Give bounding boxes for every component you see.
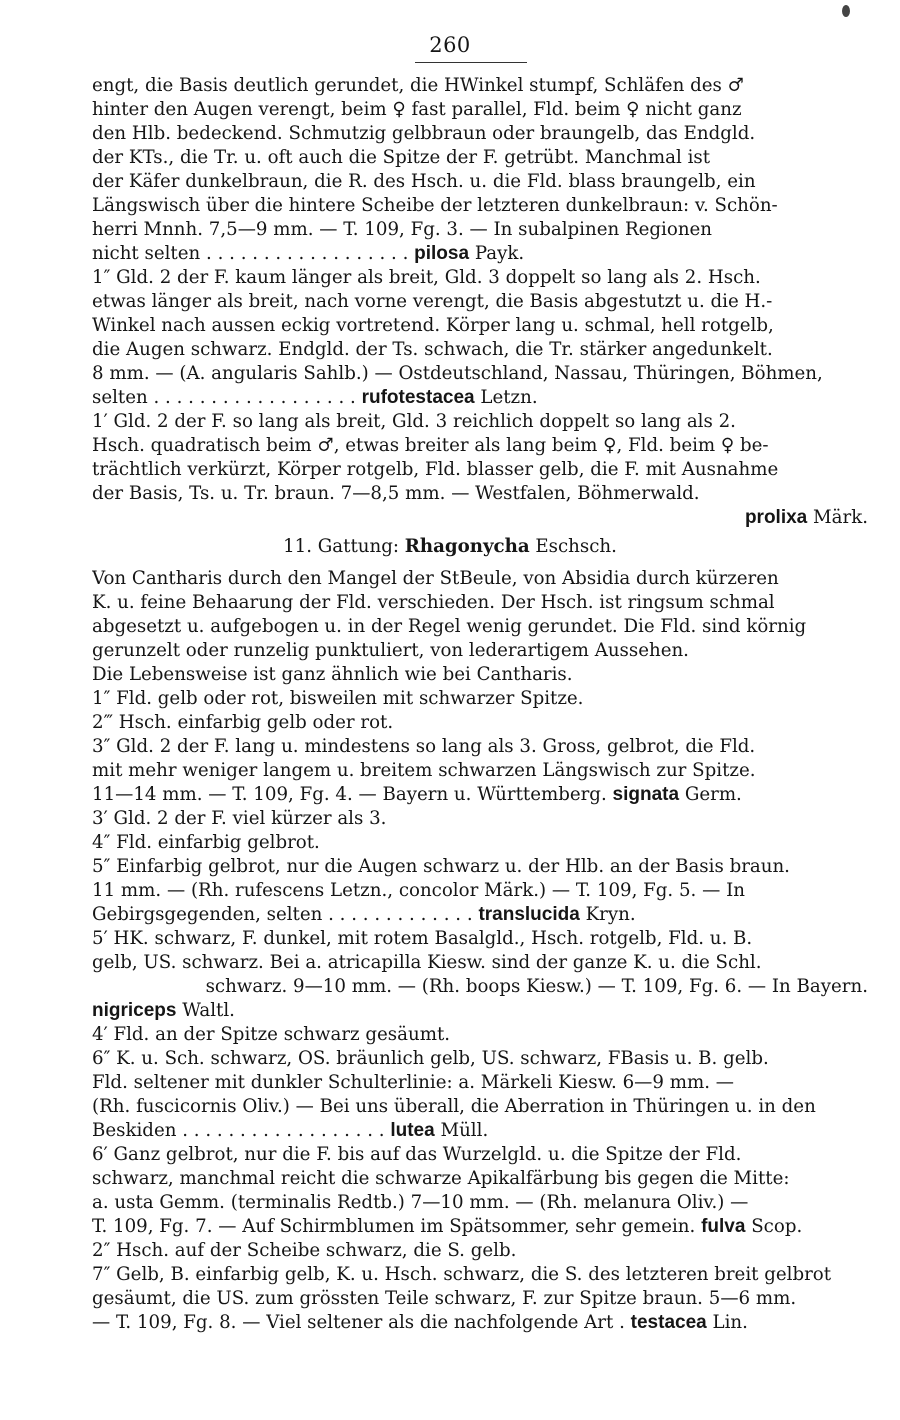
text-line: Längswisch über die hintere Scheibe der letzteren dunkelbraun: v. Schön- — [92, 195, 778, 216]
text-line: schwarz. 9—10 mm. — (Rh. boops Kiesw.) — T. 109, Fg. 6. — In Bayern. — [205, 976, 868, 997]
text-line: Winkel nach aussen eckig vortretend. Körper lang u. schmal, hell rotgelb, — [92, 315, 774, 336]
species-name: rufotestacea — [361, 387, 475, 408]
text-line: 4′ Fld. an der Spitze schwarz gesäumt. — [92, 1024, 451, 1045]
text-line: etwas länger als breit, nach vorne verengt, die Basis abgestutzt u. die H.- — [92, 291, 773, 312]
text-line: 7″ Gelb, B. einfarbig gelb, K. u. Hsch. schwarz, die S. des letzteren breit gelbrot — [92, 1264, 832, 1285]
text-line: 11—14 mm. — T. 109, Fg. 4. — Bayern u. Württemberg. signata Germ. — [92, 784, 742, 805]
text-line: 11. Gattung: Rhagonycha Eschsch. — [283, 536, 617, 557]
text-line: 1″ Fld. gelb oder rot, bisweilen mit schwarzer Spitze. — [92, 688, 584, 709]
text-line: 1′ Gld. 2 der F. so lang als breit, Gld. 3 reichlich doppelt so lang als 2. — [92, 411, 736, 432]
species-name: testacea — [630, 1312, 707, 1333]
text-line: abgesetzt u. aufgebogen u. in der Regel wenig gerundet. Die Fld. sind körnig — [92, 616, 807, 637]
page-number: 260 — [429, 33, 471, 57]
text-line: trächtlich verkürzt, Körper rotgelb, Fld. blasser gelb, die F. mit Ausnahme — [92, 459, 779, 480]
text-line: Gebirgsgegenden, selten . . . . . . . . . . . . . translucida Kryn. — [92, 904, 636, 925]
text-line: 8 mm. — (A. angularis Sahlb.) — Ostdeutschland, Nassau, Thüringen, Böhmen, — [92, 363, 823, 384]
text-line: nicht selten . . . . . . . . . . . . . . . . . . pilosa Payk. — [92, 243, 525, 264]
text-line: den Hlb. bedeckend. Schmutzig gelbbraun oder braungelb, das Endgld. — [92, 123, 756, 144]
text-line: — T. 109, Fg. 8. — Viel seltener als die nachfolgende Art . testacea Lin. — [92, 1312, 748, 1333]
species-name: fulva — [701, 1216, 746, 1237]
text-line: prolixa Märk. — [744, 507, 868, 528]
text-line: 5″ Einfarbig gelbrot, nur die Augen schwarz u. der Hlb. an der Basis braun. — [92, 856, 790, 877]
text-line: T. 109, Fg. 7. — Auf Schirmblumen im Spätsommer, sehr gemein. fulva Scop. — [92, 1216, 803, 1237]
text-line: der Käfer dunkelbraun, die R. des Hsch. u. die Fld. blass braungelb, ein — [92, 171, 756, 192]
text-line: selten . . . . . . . . . . . . . . . . . . rufotestacea Letzn. — [92, 387, 538, 408]
text-line: K. u. feine Behaarung der Fld. verschieden. Der Hsch. ist ringsum schmal — [92, 592, 775, 613]
text-line: Die Lebensweise ist ganz ähnlich wie bei Cantharis. — [92, 664, 573, 685]
text-line: nigriceps Waltl. — [92, 1000, 235, 1021]
text-line: (Rh. fuscicornis Oliv.) — Bei uns überall, die Aberration in Thüringen u. in den — [92, 1096, 816, 1117]
ink-spot — [842, 5, 850, 17]
species-name: prolixa — [744, 507, 808, 528]
text-line: die Augen schwarz. Endgld. der Ts. schwach, die Tr. stärker angedunkelt. — [92, 339, 773, 360]
text-line: engt, die Basis deutlich gerundet, die HWinkel stumpf, Schläfen des ♂ — [92, 75, 744, 96]
text-line: 6″ K. u. Sch. schwarz, OS. bräunlich gelb, US. schwarz, FBasis u. B. gelb. — [92, 1048, 769, 1069]
text-line: herri Mnnh. 7,5—9 mm. — T. 109, Fg. 3. — In subalpinen Regionen — [92, 219, 713, 240]
text-line: 1″ Gld. 2 der F. kaum länger als breit, Gld. 3 doppelt so lang als 2. Hsch. — [92, 267, 761, 288]
text-line: 2″ Hsch. auf der Scheibe schwarz, die S. gelb. — [92, 1240, 517, 1261]
text-line: schwarz, manchmal reicht die schwarze Apikalfärbung bis gegen die Mitte: — [92, 1168, 790, 1189]
species-name: signata — [612, 784, 680, 805]
text-line: Beskiden . . . . . . . . . . . . . . . . . . lutea Müll. — [92, 1120, 489, 1141]
text-line: Von Cantharis durch den Mangel der StBeule, von Absidia durch kürzeren — [92, 568, 779, 589]
species-name: pilosa — [414, 243, 470, 264]
text-line: Hsch. quadratisch beim ♂, etwas breiter als lang beim ♀, Fld. beim ♀ be- — [92, 435, 769, 456]
species-name: translucida — [478, 904, 580, 925]
text-line: 6′ Ganz gelbrot, nur die F. bis auf das Wurzelgld. u. die Spitze der Fld. — [92, 1144, 742, 1165]
text-line: 2‴ Hsch. einfarbig gelb oder rot. — [92, 712, 394, 733]
text-line: 11 mm. — (Rh. rufescens Letzn., concolor Märk.) — T. 109, Fg. 5. — In — [92, 880, 745, 901]
text-line: gerunzelt oder runzelig punktuliert, von lederartigem Aussehen. — [92, 640, 689, 661]
text-line: 4″ Fld. einfarbig gelbrot. — [92, 832, 320, 853]
species-name: lutea — [390, 1120, 435, 1141]
text-line: a. usta Gemm. (terminalis Redtb.) 7—10 mm. — (Rh. melanura Oliv.) — — [92, 1192, 749, 1213]
text-line: gelb, US. schwarz. Bei a. atricapilla Kiesw. sind der ganze K. u. die Schl. — [92, 952, 762, 973]
text-line: Fld. seltener mit dunkler Schulterlinie: a. Märkeli Kiesw. 6—9 mm. — — [92, 1072, 734, 1093]
page-number-rule — [415, 62, 527, 63]
species-name: nigriceps — [92, 1000, 177, 1021]
genus-name: Rhagonycha — [404, 536, 530, 557]
text-line: 3′ Gld. 2 der F. viel kürzer als 3. — [92, 808, 387, 829]
text-line: 3″ Gld. 2 der F. lang u. mindestens so lang als 3. Gross, gelbrot, die Fld. — [92, 736, 756, 757]
text-line: mit mehr weniger langem u. breitem schwarzen Längswisch zur Spitze. — [92, 760, 756, 781]
text-line: hinter den Augen verengt, beim ♀ fast parallel, Fld. beim ♀ nicht ganz — [92, 99, 742, 120]
text-line: gesäumt, die US. zum grössten Teile schwarz, F. zur Spitze braun. 5—6 mm. — [92, 1288, 797, 1309]
text-line: 5′ HK. schwarz, F. dunkel, mit rotem Basalgld., Hsch. rotgelb, Fld. u. B. — [92, 928, 753, 949]
text-line: der Basis, Ts. u. Tr. braun. 7—8,5 mm. — Westfalen, Böhmerwald. — [92, 483, 700, 504]
text-line: der KTs., die Tr. u. oft auch die Spitze der F. getrübt. Manchmal ist — [92, 147, 711, 168]
